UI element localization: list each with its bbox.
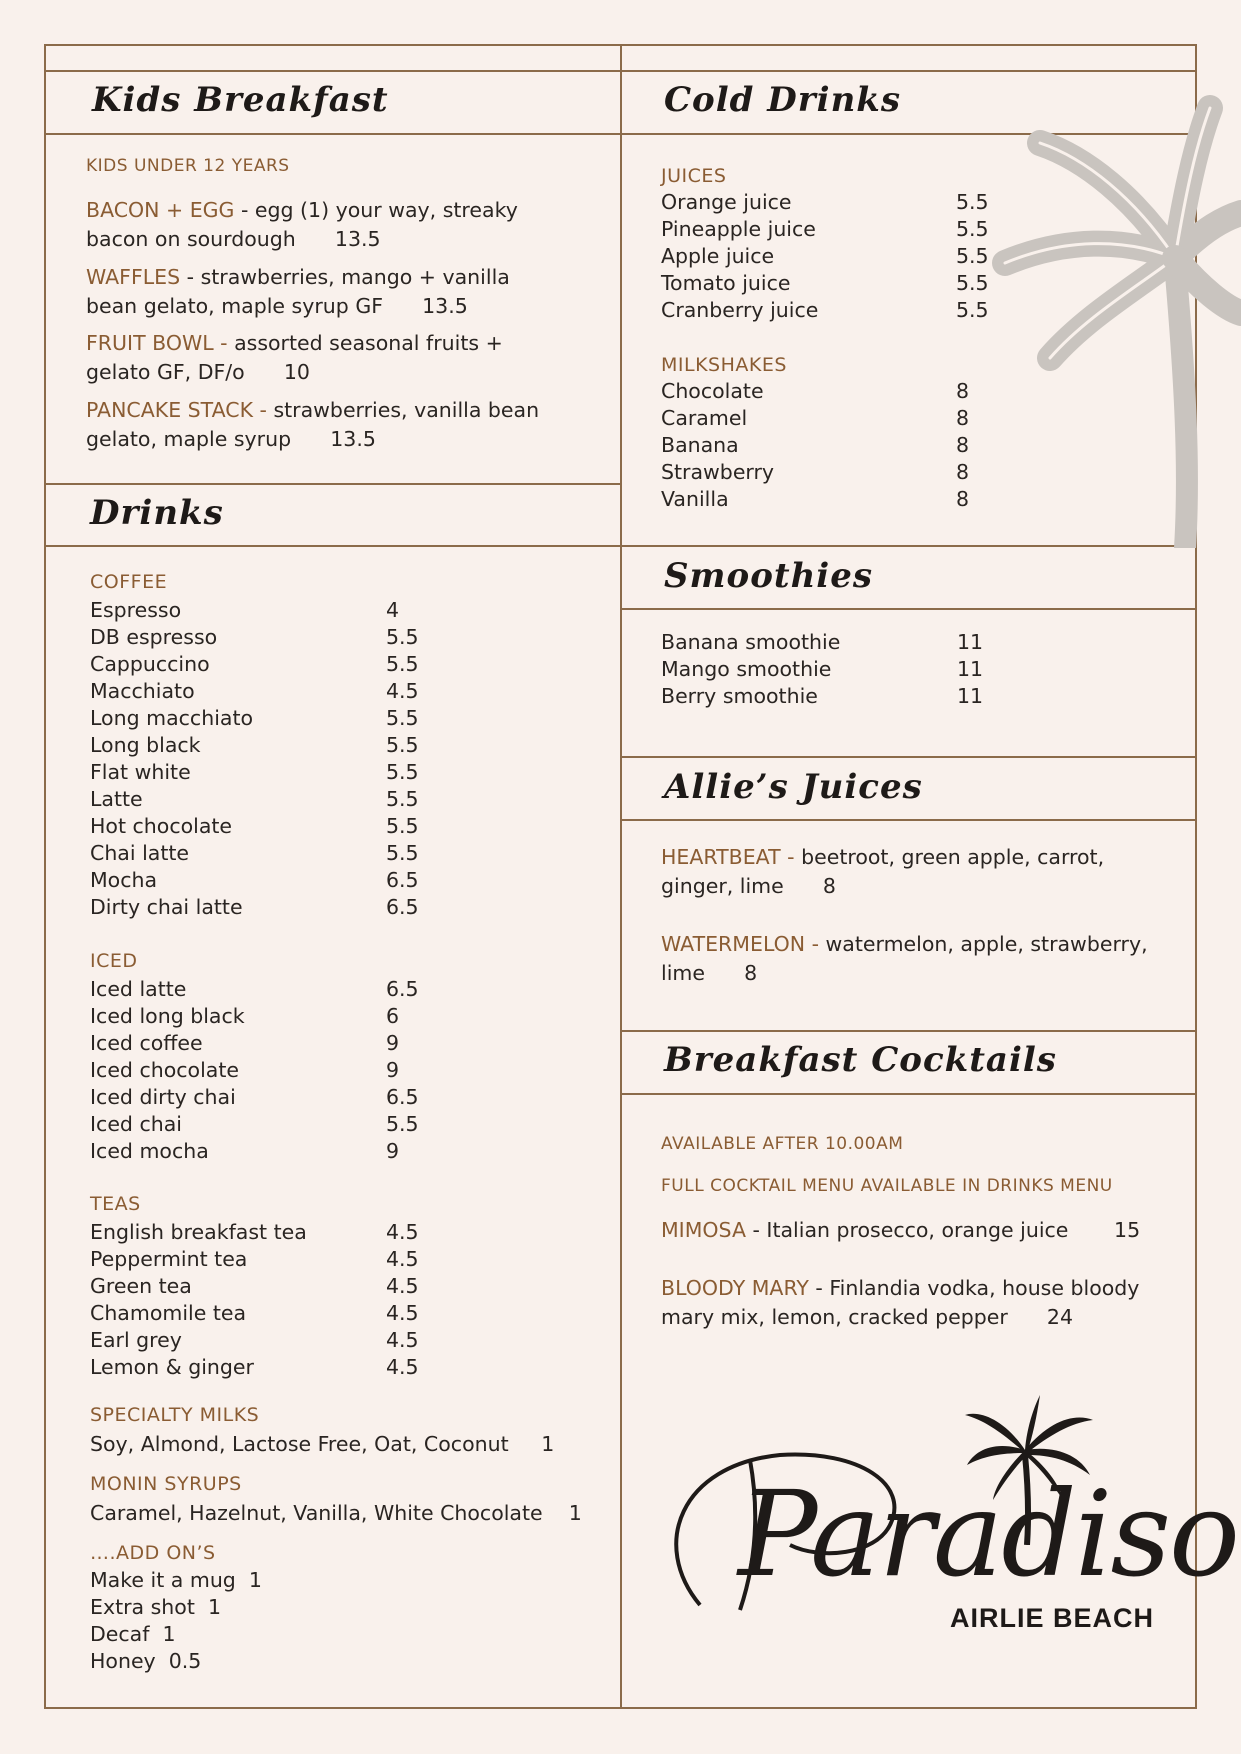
add-on-price: 1 — [207, 1595, 221, 1619]
add-on-price: 1 — [248, 1568, 262, 1592]
add-on-item — [90, 1567, 262, 1594]
menu-item-name: Mango smoothie — [661, 657, 832, 681]
item-name: HEARTBEAT - — [661, 845, 802, 869]
item-desc: beetroot, green apple, carrot, ginger, lime — [661, 845, 1105, 898]
rule-above-drinks — [44, 483, 621, 485]
allies-juices-title: Allie’s Juices — [664, 767, 923, 807]
column-divider — [620, 44, 622, 1709]
menu-item-name: Caramel — [661, 406, 748, 430]
item-name: WATERMELON - — [661, 932, 820, 956]
menu-item-name: DB espresso — [90, 625, 218, 649]
item-name: BLOODY MARY — [661, 1276, 809, 1300]
menu-item-price: 5.5 — [386, 706, 419, 730]
menu-item-name: Latte — [90, 787, 143, 811]
milkshakes-label: MILKSHAKES — [661, 354, 787, 376]
item-name: WAFFLES — [86, 265, 181, 289]
menu-item-name: Chamomile tea — [90, 1301, 247, 1325]
menu-item-price: 5.5 — [956, 190, 989, 214]
rule-under-cocktails — [621, 1093, 1197, 1095]
menu-item-name: Banana — [661, 433, 739, 457]
item-price: 8 — [822, 874, 836, 898]
kids-item — [86, 329, 566, 387]
rule-under-smoothies — [621, 608, 1197, 610]
item-price: 24 — [1046, 1305, 1073, 1329]
menu-item-price: 5.5 — [386, 814, 419, 838]
menu-item-price: 5.5 — [386, 733, 419, 757]
specialty-milks-text — [90, 1431, 554, 1458]
logo-location: AIRLIE BEACH — [950, 1603, 1155, 1633]
menu-item-price: 6.5 — [386, 977, 419, 1001]
menu-item-price: 9 — [386, 1031, 400, 1055]
menu-item-name: Mocha — [90, 868, 158, 892]
cocktail-item — [661, 1216, 1161, 1245]
menu-item-name: Iced latte — [90, 977, 187, 1001]
menu-item-price: 5.5 — [386, 1112, 419, 1136]
item-price: 15 — [1114, 1218, 1141, 1242]
add-on-price: 1 — [162, 1622, 176, 1646]
rule-under-drinks — [44, 545, 621, 547]
add-on-name: Decaf — [90, 1622, 150, 1646]
menu-item-name: Cappuccino — [90, 652, 210, 676]
teas-label: TEAS — [90, 1193, 141, 1215]
palm-tree-decoration-icon — [985, 88, 1241, 548]
item-desc: assorted seasonal fruits + gelato GF, DF/o — [86, 331, 503, 384]
allies-item — [661, 930, 1161, 988]
menu-item-price: 6.5 — [386, 1085, 419, 1109]
item-desc: - strawberries, mango + vanilla bean gelato, maple syrup GF — [86, 265, 510, 318]
menu-item-name: Pineapple juice — [661, 217, 816, 241]
menu-item-price: 8 — [956, 379, 970, 403]
menu-item-name: Strawberry — [661, 460, 775, 484]
cold-drinks-title: Cold Drinks — [664, 80, 901, 120]
add-on-item — [90, 1621, 176, 1648]
specialty-milks-label: SPECIALTY MILKS — [90, 1404, 260, 1426]
menu-item-price: 6.5 — [386, 895, 419, 919]
menu-item-price: 5.5 — [386, 760, 419, 784]
add-on-item — [90, 1648, 201, 1675]
menu-item-name: Iced dirty chai — [90, 1085, 236, 1109]
item-desc: watermelon, apple, strawberry, lime — [661, 932, 1148, 985]
item-price: 13.5 — [422, 294, 468, 318]
menu-item-name: Chocolate — [661, 379, 764, 403]
add-on-price: 0.5 — [168, 1649, 202, 1673]
menu-item-price: 4.5 — [386, 1220, 419, 1244]
coffee-label: COFFEE — [90, 571, 168, 593]
menu-item-price: 4.5 — [386, 1328, 419, 1352]
menu-item-name: Espresso — [90, 598, 182, 622]
menu-item-price: 5.5 — [386, 787, 419, 811]
menu-item-name: English breakfast tea — [90, 1220, 307, 1244]
menu-item-price: 4.5 — [386, 1247, 419, 1271]
rule-above-cocktails — [621, 1030, 1197, 1032]
menu-item-price: 6.5 — [386, 868, 419, 892]
menu-item-price: 8 — [956, 460, 970, 484]
item-desc: strawberries, vanilla bean gelato, maple syrup — [86, 398, 540, 451]
menu-item-name: Cranberry juice — [661, 298, 819, 322]
menu-item-price: 5.5 — [386, 652, 419, 676]
menu-item-name: Flat white — [90, 760, 191, 784]
item-desc: - Italian prosecco, orange juice — [745, 1218, 1069, 1242]
menu-item-price: 5.5 — [956, 217, 989, 241]
add-on-name: Honey — [90, 1649, 156, 1673]
menu-item-price: 5.5 — [386, 625, 419, 649]
menu-item-price: 8 — [956, 406, 970, 430]
cocktails-full-menu-note: FULL COCKTAIL MENU AVAILABLE IN DRINKS MENU — [661, 1176, 1113, 1196]
menu-item-price: 4.5 — [386, 1301, 419, 1325]
menu-item-price: 5.5 — [386, 841, 419, 865]
menu-item-name: Peppermint tea — [90, 1247, 248, 1271]
menu-item-name: Iced mocha — [90, 1139, 209, 1163]
item-price: 13.5 — [330, 427, 376, 451]
cocktails-availability-note: AVAILABLE AFTER 10.00AM — [661, 1134, 904, 1154]
milks-price: 1 — [541, 1432, 555, 1456]
menu-item-name: Tomato juice — [661, 271, 791, 295]
allies-item — [661, 843, 1161, 901]
syrups-list-text: Caramel, Hazelnut, Vanilla, White Chocolate — [90, 1501, 543, 1525]
menu-item-price: 5.5 — [956, 271, 989, 295]
add-ons-label: ….ADD ON’S — [90, 1542, 216, 1564]
menu-item-price: 8 — [956, 433, 970, 457]
add-on-name: Extra shot — [90, 1595, 195, 1619]
menu-item-name: Apple juice — [661, 244, 775, 268]
menu-item-name: Banana smoothie — [661, 630, 841, 654]
monin-syrups-label: MONIN SYRUPS — [90, 1473, 242, 1495]
item-desc: - egg (1) your way, streaky bacon on sourdough — [86, 198, 518, 251]
menu-item-name: Earl grey — [90, 1328, 182, 1352]
menu-item-name: Iced chocolate — [90, 1058, 239, 1082]
menu-item-price: 5.5 — [956, 244, 989, 268]
menu-item-price: 11 — [957, 684, 984, 708]
breakfast-cocktails-title: Breakfast Cocktails — [664, 1040, 1057, 1080]
kids-item — [86, 263, 566, 321]
logo-wordmark: Paradiso — [738, 1465, 1239, 1603]
menu-item-name: Iced coffee — [90, 1031, 203, 1055]
rule-above-allies — [621, 756, 1197, 758]
menu-item-name: Iced chai — [90, 1112, 182, 1136]
menu-item-price: 9 — [386, 1058, 400, 1082]
menu-item-price: 11 — [957, 630, 984, 654]
menu-item-name: Dirty chai latte — [90, 895, 243, 919]
paradiso-logo — [660, 1395, 1239, 1655]
kids-item — [86, 196, 566, 254]
kids-breakfast-title: Kids Breakfast — [92, 80, 389, 120]
top-rule — [44, 70, 1197, 72]
menu-item-name: Long black — [90, 733, 201, 757]
menu-item-name: Green tea — [90, 1274, 192, 1298]
item-price: 13.5 — [334, 227, 381, 251]
item-price: 8 — [744, 961, 758, 985]
menu-item-price: 4 — [386, 598, 400, 622]
menu-item-name: Hot chocolate — [90, 814, 233, 838]
menu-item-price: 6 — [386, 1004, 400, 1028]
menu-item-price: 4.5 — [386, 1274, 419, 1298]
menu-item-price: 11 — [957, 657, 984, 681]
kids-item — [86, 396, 566, 454]
add-on-item — [90, 1594, 221, 1621]
item-desc: - Finlandia vodka, house bloody mary mix, lemon, cracked pepper — [661, 1276, 1140, 1329]
juices-label: JUICES — [661, 165, 727, 187]
item-name: BACON + EGG — [86, 198, 235, 222]
syrups-price: 1 — [568, 1501, 582, 1525]
rule-under-allies — [621, 819, 1197, 821]
menu-item-name: Iced long black — [90, 1004, 245, 1028]
iced-label: ICED — [90, 950, 138, 972]
menu-item-name: Berry smoothie — [661, 684, 818, 708]
menu-item-price: 4.5 — [386, 679, 419, 703]
item-price: 10 — [283, 360, 310, 384]
menu-item-price: 4.5 — [386, 1355, 419, 1379]
drinks-title: Drinks — [90, 493, 224, 533]
menu-item-price: 5.5 — [956, 298, 989, 322]
menu-item-name: Long macchiato — [90, 706, 254, 730]
smoothies-title: Smoothies — [664, 556, 873, 596]
add-on-name: Make it a mug — [90, 1568, 236, 1592]
menu-item-name: Orange juice — [661, 190, 792, 214]
monin-syrups-text — [90, 1500, 582, 1527]
cocktail-item — [661, 1274, 1161, 1332]
kids-subtitle: KIDS UNDER 12 YEARS — [86, 156, 290, 176]
menu-item-price: 9 — [386, 1139, 400, 1163]
item-name: MIMOSA — [661, 1218, 746, 1242]
menu-item-name: Vanilla — [661, 487, 729, 511]
item-name: PANCAKE STACK - — [86, 398, 267, 422]
item-name: FRUIT BOWL - — [86, 331, 228, 355]
menu-item-name: Lemon & ginger — [90, 1355, 254, 1379]
menu-item-name: Chai latte — [90, 841, 190, 865]
menu-item-name: Macchiato — [90, 679, 195, 703]
menu-item-price: 8 — [956, 487, 970, 511]
milks-list-text: Soy, Almond, Lactose Free, Oat, Coconut — [90, 1432, 509, 1456]
